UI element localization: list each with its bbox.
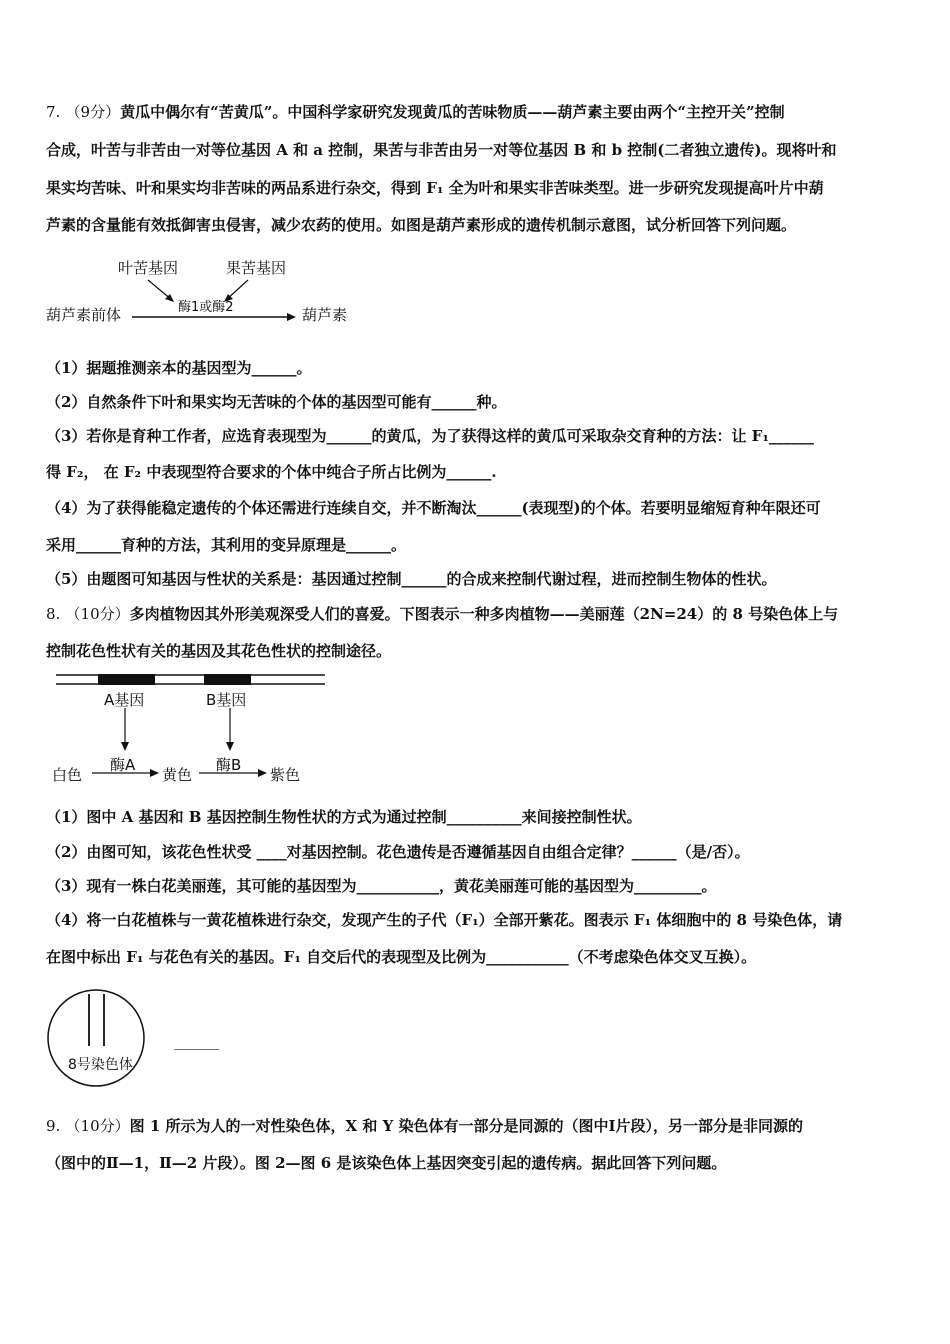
q8-points: （10分） [65, 605, 130, 623]
q9-stem-line-1: 9. （10分）图 1 所示为人的一对性染色体，X 和 Y 染色体有一部分是同源的（图中Ⅰ片段），另一部分是非同源的 [46, 1117, 804, 1135]
q7-points: （9分） [65, 103, 121, 121]
q9-points: （10分） [65, 1117, 130, 1135]
gene-b-label: B基因 [206, 691, 247, 709]
q8-number: 8. [46, 605, 61, 623]
enzyme-b-label: 酶B [216, 756, 242, 774]
enzyme-label: 酶1或酶2 [178, 300, 234, 315]
leaf-gene-label: 叶苦基因 [118, 259, 179, 277]
product-label: 葫芦素 [302, 306, 348, 324]
q8-stem-line-1: 8. （10分）多肉植物因其外形美观深受人们的喜爱。下图表示一种多肉植物——美丽莲（2N=24）的 8 号染色体上与 [46, 605, 839, 623]
q7-question-3: （3）若你是育种工作者，应选育表现型为______的黄瓜，为了获得这样的黄瓜可采取杂交育种的方法：让 F₁______ [46, 427, 814, 445]
q7-question-3-cont: 得 F₂， 在 F₂ 中表现型符合要求的个体中纯合子所占比例为______. [46, 463, 497, 481]
q9-number: 9. [46, 1117, 61, 1135]
q7-question-1: （1）据题推测亲本的基因型为______。 [46, 359, 312, 377]
q7-number: 7. [46, 103, 61, 121]
q8-question-1: （1）图中 A 基因和 B 基因控制生物性状的方式为通过控制__________来间接控制性状。 [46, 808, 642, 826]
q7-stem-line-4: 芦素的含量能有效抵御害虫侵害，减少农药的使用。如图是葫芦素形成的遗传机制示意图，试分析回答下列问题。 [46, 216, 797, 234]
q8-question-4-cont: 在图中标出 F₁ 与花色有关的基因。F₁ 自交后代的表现型及比例为___________（不考虑染色体交叉互换）。 [46, 948, 757, 966]
precursor-label: 葫芦素前体 [46, 306, 122, 324]
purple-label: 紫色 [270, 766, 301, 784]
fruit-gene-label: 果苦基因 [226, 259, 287, 277]
enzyme-a-label: 酶A [110, 756, 136, 774]
q7-stem-line-3: 果实均苦味、叶和果实均非苦味的两品系进行杂交，得到 F₁ 全为叶和果实非苦味类型。进一步研究发现提高叶片中葫 [46, 179, 824, 197]
q7-question-2: （2）自然条件下叶和果实均无苦味的个体的基因型可能有______种。 [46, 393, 507, 411]
q7-stem-line-2: 合成，叶苦与非苦由一对等位基因 A 和 a 控制，果苦与非苦由另一对等位基因 B 和 b 控制(二者独立遗传)。现将叶和 [46, 141, 837, 159]
q7-stem-line-1: 7. （9分）黄瓜中偶尔有“苦黄瓜”。中国科学家研究发现黄瓜的苦味物质——葫芦素主要由两个“主控开关”控制 [46, 103, 785, 121]
q7-question-4: （4）为了获得能稳定遗传的个体还需进行连续自交，并不断淘汰______(表现型)的个体。若要明显缩短育种年限还可 [46, 499, 821, 517]
chromosome-8-label: 8号染色体 [68, 1057, 133, 1073]
gene-a-label: A基因 [104, 691, 145, 709]
q8-question-4: （4）将一白花植株与一黄花植株进行杂交，发现产生的子代（F₁）全部开紫花。图表示 F₁ 体细胞中的 8 号染色体，请 [46, 911, 843, 929]
q8-question-2: （2）由图可知，该花色性状受 ____对基因控制。花色遗传是否遵循基因自由组合定律？______（是/否）。 [46, 843, 750, 861]
q8-stem-line-2: 控制花色性状有关的基因及其花色性状的控制途径。 [46, 642, 392, 660]
q8-question-3: （3）现有一株白花美丽莲，其可能的基因型为___________，黄花美丽莲可能的基因型为_________。 [46, 877, 717, 895]
yellow-label: 黄色 [162, 766, 193, 784]
cell-answer-blank: ______ [174, 1032, 219, 1050]
q7-question-4-cont: 采用______育种的方法，其利用的变异原理是______。 [46, 536, 407, 554]
q7-question-5: （5）由题图可知基因与性状的关系是：基因通过控制______的合成来控制代谢过程，进而控制生物体的性状。 [46, 570, 777, 588]
white-label: 白色 [52, 766, 83, 784]
q9-stem-line-2: （图中的Ⅱ—1，Ⅱ—2 片段）。图 2—图 6 是该染色体上基因突变引起的遗传病。据此回答下列问题。 [46, 1154, 727, 1172]
